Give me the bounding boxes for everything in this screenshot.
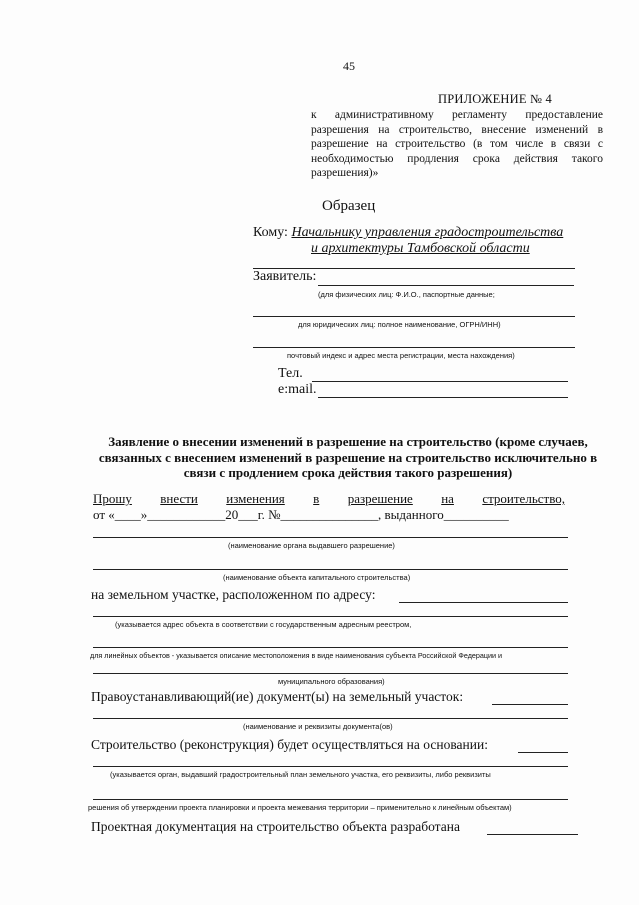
issuer-rule[interactable] xyxy=(93,537,568,538)
municipal-caption: муниципального образования) xyxy=(278,677,385,686)
basis-label: Строительство (реконструкция) будет осуществляться на основании: xyxy=(91,737,488,752)
project-caption: решения об утверждении проекта планировки и проекта межевания территории – применительно к линейным объектам) xyxy=(88,803,512,812)
tel-label: Тел. xyxy=(278,366,303,381)
date-number-line[interactable]: от «____»____________20___г. №_______________, выданного__________ xyxy=(93,507,509,522)
request-word: разрешение xyxy=(347,491,413,506)
applicant-caption-2: для юридических лиц: полное наименование, ОГРН/ИНН) xyxy=(298,320,501,329)
project-docs-label: Проектная документация на строительство объекта разработана xyxy=(91,819,460,834)
request-word: Прошу xyxy=(93,491,132,506)
basis-rule-short[interactable] xyxy=(518,752,568,753)
project-docs-rule[interactable] xyxy=(487,834,578,835)
request-word: в xyxy=(313,491,320,506)
sample-label: Образец xyxy=(322,198,376,214)
address-rule[interactable] xyxy=(93,616,568,617)
request-line xyxy=(93,491,565,507)
appendix-title: ПРИЛОЖЕНИЕ № 4 xyxy=(438,92,552,106)
request-word: изменения xyxy=(226,491,285,506)
applicant-rule-2[interactable] xyxy=(253,316,575,317)
request-word: на xyxy=(441,491,454,506)
gpzu-caption: (указывается орган, выдавший градостроительный план земельного участка, его реквизиты, либо реквизиты xyxy=(110,770,491,779)
recipient-row xyxy=(253,225,563,241)
municipal-rule[interactable] xyxy=(93,673,568,674)
issuer-caption: (наименование органа выдавшего разрешение) xyxy=(228,541,395,550)
applicant-caption-1: (для физических лиц: Ф.И.О., паспортные данные; xyxy=(318,290,495,299)
recipient-line2: и архитектуры Тамбовской области xyxy=(311,241,530,256)
land-plot-rule[interactable] xyxy=(399,602,568,603)
email-label: e:mail. xyxy=(278,382,317,397)
title-docs-label: Правоустанавливающий(ие) документ(ы) на земельный участок: xyxy=(91,689,464,704)
linear-caption: для линейных объектов - указывается описание местоположения в виде наименования субъекта Российской Федерации и xyxy=(90,651,503,660)
request-word: строительство, xyxy=(482,491,565,506)
application-heading: Заявление о внесении изменений в разрешение на строительство (кроме случаев, связанных с внесением изменений в разрешение на строительство исключительно в связи с продлением срока действия такого разрешения) xyxy=(98,434,598,480)
linear-rule[interactable] xyxy=(93,647,568,648)
applicant-rule-1[interactable] xyxy=(318,285,574,286)
page-number: 45 xyxy=(343,59,355,73)
title-docs-rule-short[interactable] xyxy=(492,704,568,705)
request-word: внести xyxy=(160,491,198,506)
address-caption: (указывается адрес объекта в соответствии с государственным адресным реестром, xyxy=(115,620,412,629)
appendix-text: к административному регламенту предоставление разрешения на строительство, внесение изменений в разрешение на строительство (в том числе в связи с необходимостью продления срока действия такого разрешения)» xyxy=(311,109,603,180)
applicant-label: Заявитель: xyxy=(253,269,317,284)
basis-rule[interactable] xyxy=(93,766,568,767)
title-docs-rule[interactable] xyxy=(93,718,568,719)
project-rule[interactable] xyxy=(93,799,568,800)
recipient-label: Кому: xyxy=(253,225,288,240)
applicant-caption-3: почтовый индекс и адрес места регистрации, места нахождения) xyxy=(287,351,515,360)
title-docs-caption: (наименование и реквизиты документа(ов) xyxy=(243,722,393,731)
tel-rule[interactable] xyxy=(312,381,568,382)
applicant-rule-3[interactable] xyxy=(253,347,575,348)
object-rule[interactable] xyxy=(93,569,568,570)
object-caption: (наименование объекта капитального строительства) xyxy=(223,573,411,582)
email-rule[interactable] xyxy=(318,397,568,398)
recipient-line1: Начальнику управления градостроительства xyxy=(291,225,564,240)
land-plot-label: на земельном участке, расположенном по адресу: xyxy=(91,587,376,602)
